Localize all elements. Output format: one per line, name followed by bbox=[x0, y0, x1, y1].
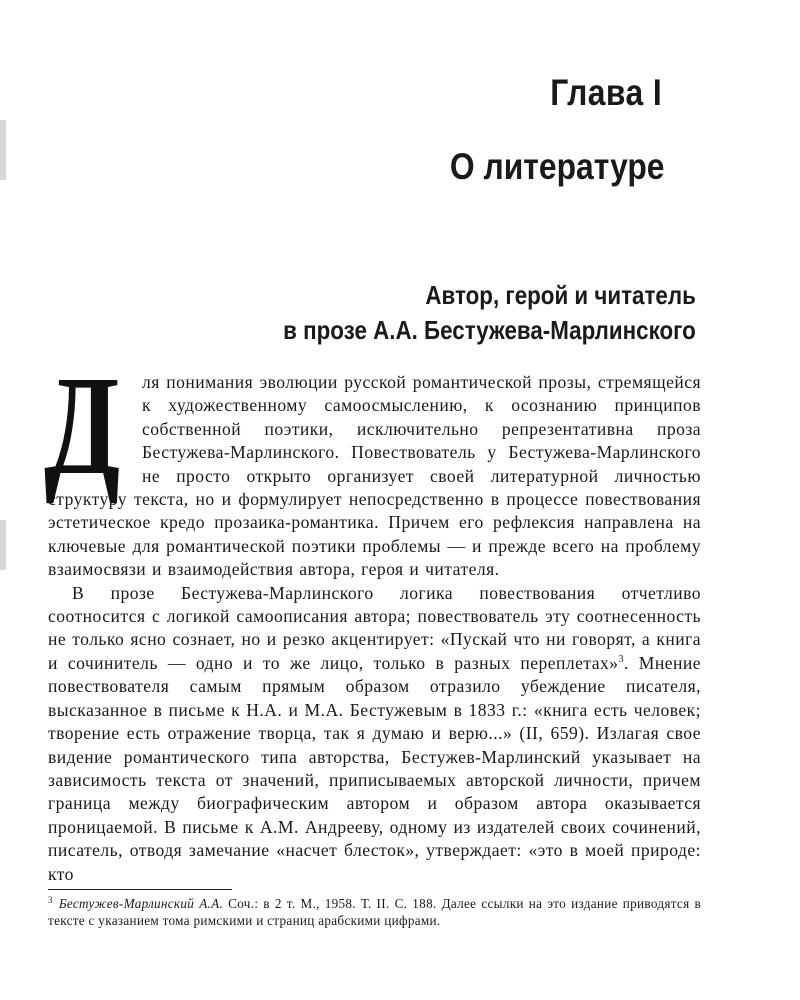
paragraph-1-text: ля понимания эволюции русской романтической прозы, стремящейся к художественному самоосмыслению, к осознанию принципов собственной поэтики, исключительно репрезентативна проза Бестужева-Марлинского. Повествователь у Бестужева-Марлинского не просто открыто организует своей литературной личностью структуру текста, но и формулирует непосредственно в процессе повествования эстетическое кредо прозаика-романтика. Причем его рефлексия направлена на ключевые для романтической поэтики проблемы — и прежде всего на проблему взаимосвязи и взаимодействия автора, героя и читателя. bbox=[48, 372, 701, 580]
chapter-title: О литературе bbox=[449, 146, 664, 187]
footnote bbox=[48, 895, 701, 929]
footnote-text: Соч.: в 2 т. М., 1958. Т. II. С. 188. Далее ссылки на это издание приводятся в тексте с указанием тома римскими и страниц арабскими цифрами. bbox=[48, 896, 701, 928]
footnote-number: 3 bbox=[48, 894, 53, 905]
footnote-reference[interactable]: 3 bbox=[618, 654, 624, 666]
paragraph-1 bbox=[44, 346, 701, 582]
section-title-line-1: Автор, герой и читатель bbox=[425, 280, 696, 310]
paragraph-2 bbox=[48, 582, 701, 886]
page-edge-shadow bbox=[0, 520, 6, 570]
section-title-line-2: в прозе А.А. Бестужева-Марлинского bbox=[283, 315, 696, 345]
chapter-number: Глава I bbox=[550, 72, 662, 113]
body-text bbox=[44, 346, 701, 886]
footnote-author: Бестужев-Марлинский А.А. bbox=[58, 896, 224, 911]
footnote-divider bbox=[48, 889, 232, 890]
page-edge-shadow bbox=[0, 120, 6, 180]
paragraph-2-text-b: . Мнение повествователя самым прямым образом отразило убеждение писателя, высказанное в письме к Н.А. и М.А. Бестужевым в 1833 г.: «книга есть человек; творение есть отражение творца, так я думаю и верю...» (II, 659). Излагая свое видение романтического типа авторства, Бестужев-Марлинский указывает на зависимость текста от значений, приписываемых авторской личности, причем граница между биографическим автором и образом автора оказывается проницаемой. В письме к А.М. Андрееву, одному из издателей своих сочинений, писатель, отводя замечание «насчет блесток», утверждает: «это в моей природе: кто bbox=[48, 652, 701, 884]
drop-cap: Д bbox=[44, 346, 121, 504]
section-title bbox=[283, 278, 696, 348]
paragraph-2-text-a: В прозе Бестужева-Марлинского логика повествования отчетливо соотносится с логикой самоописания автора; повествователь эту соотнесенность не только ясно сознает, но и резко акцентирует: «Пускай что ни говорят, а книга и сочинитель — одно и то же лицо, только в разных переплетах» bbox=[48, 582, 701, 673]
